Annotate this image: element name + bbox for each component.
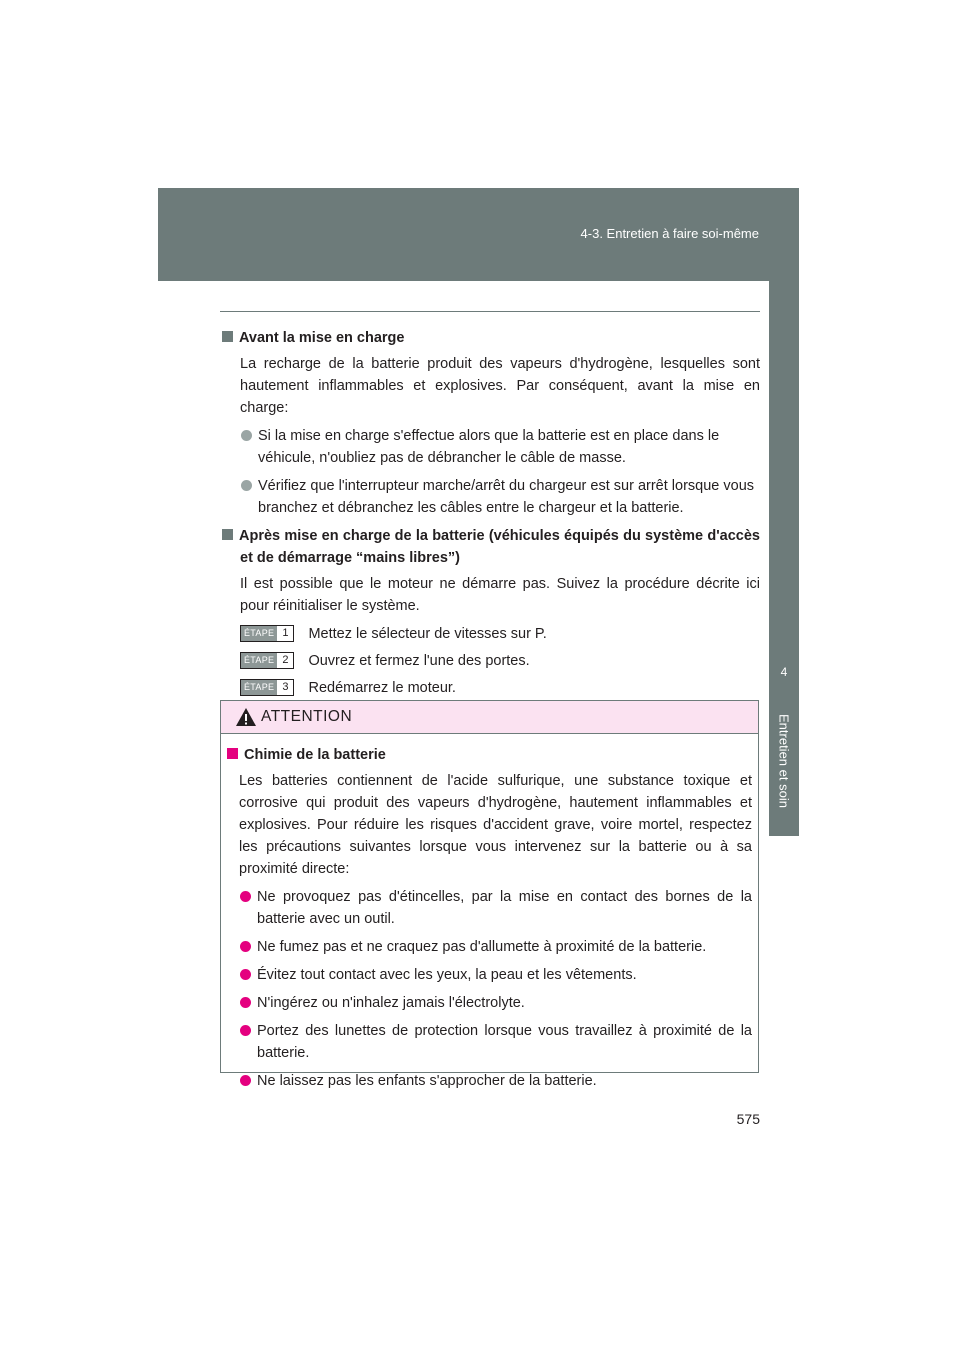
warning-icon: [235, 707, 257, 727]
list-item: Ne provoquez pas d'étincelles, par la mise en contact des bornes de la batterie avec un outil.: [257, 886, 752, 930]
side-tab-top: [769, 281, 799, 638]
step-badge: ÉTAPE 1: [240, 625, 294, 642]
section-text: La recharge de la batterie produit des vapeurs d'hydrogène, lesquelles sont hautement inflammables et explosives. Par conséquent, avant la mise en charge:: [240, 356, 760, 416]
page-number: 575: [736, 1111, 760, 1127]
circle-bullet-icon: [240, 941, 251, 952]
circle-bullet-icon: [240, 997, 251, 1008]
warning-title: Chimie de la batterie: [227, 744, 752, 766]
step-item: [240, 650, 760, 671]
circle-bullet-icon: [240, 1025, 251, 1036]
step-badge: ÉTAPE 2: [240, 652, 294, 669]
step-text: Mettez le sélecteur de vitesses sur P.: [308, 625, 547, 642]
section-text: Il est possible que le moteur ne démarre pas. Suivez la procédure décrite ici pour réinitialiser le système.: [240, 576, 760, 614]
warning-text: Les batteries contiennent de l'acide sulfurique, une substance toxique et corrosive qui produit des vapeurs d'hydrogène, hautement inflammables et explosives. Pour réduire les risques d'accident grave, voire mortel, respectez les précautions suivantes lorsque vous intervenez sur la batterie ou à sa proximité directe:: [239, 773, 752, 877]
step-text: Redémarrez le moteur.: [308, 679, 456, 696]
square-bullet-icon: [222, 529, 233, 540]
warning-heading: ATTENTION: [261, 708, 353, 725]
chapter-header: [158, 188, 799, 281]
circle-bullet-icon: [240, 1075, 251, 1086]
step-text: Ouvrez et fermez l'une des portes.: [308, 652, 530, 669]
list-item: Ne fumez pas et ne craquez pas d'allumette à proximité de la batterie.: [257, 936, 752, 958]
section-title: Avant la mise en charge: [222, 327, 760, 349]
warning-header: [221, 701, 758, 734]
square-bullet-icon: [227, 748, 238, 759]
list-item: N'ingérez ou n'inhalez jamais l'électrolyte.: [257, 992, 752, 1014]
circle-bullet-icon: [240, 891, 251, 902]
side-tab-label: Entretien et soin: [776, 714, 792, 808]
warning-box: [220, 700, 759, 1089]
list-item: Si la mise en charge s'effectue alors que la batterie est en place dans le véhicule, n'oubliez pas de débrancher le câble de masse.: [258, 425, 760, 469]
list-item: Vérifiez que l'interrupteur marche/arrêt du chargeur est sur arrêt lorsque vous branchez et débranchez les câbles entre le chargeur et la batterie.: [258, 475, 760, 519]
header-rule: [220, 311, 760, 312]
section-title: Après mise en charge de la batterie (véhicules équipés du système d'accès et de démarrage “mains libres”): [222, 525, 760, 569]
list-item: Ne laissez pas les enfants s'approcher de la batterie.: [257, 1070, 752, 1092]
square-bullet-icon: [222, 331, 233, 342]
header-section-title: 4-3. Entretien à faire soi-même: [580, 226, 759, 241]
step-badge: ÉTAPE 3: [240, 679, 294, 696]
circle-bullet-icon: [241, 430, 252, 441]
side-tab-number: 4: [769, 638, 799, 706]
circle-bullet-icon: [241, 480, 252, 491]
list-item: Portez des lunettes de protection lorsque vous travaillez à proximité de la batterie.: [257, 1020, 752, 1064]
circle-bullet-icon: [240, 969, 251, 980]
warning-body: [221, 734, 758, 1092]
step-item: [240, 677, 760, 698]
step-item: [240, 623, 760, 644]
main-content: [222, 327, 760, 704]
list-item: Évitez tout contact avec les yeux, la peau et les vêtements.: [257, 964, 752, 986]
side-tab: [769, 706, 799, 836]
